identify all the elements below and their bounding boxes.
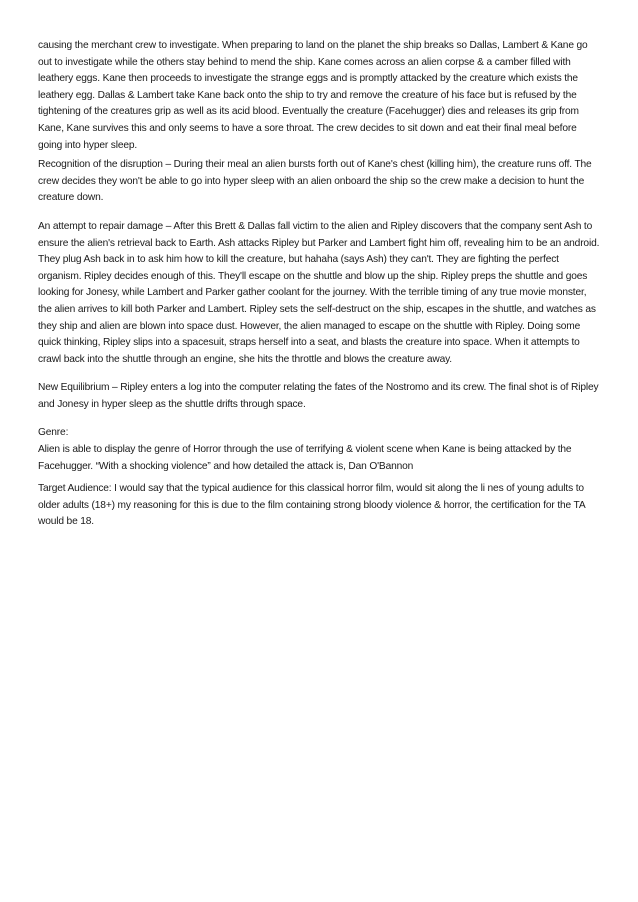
document-page <box>38 38 600 531</box>
paragraph-plot-setup: causing the merchant crew to investigate. When preparing to land on the planet the ship breaks so Dallas, Lambert & Kane go out to investigate while the others stay behind to mend the ship. Kane comes across an alien corpse & a camber filled with leathery eggs. Kane then proceeds to investigate the strange eggs and is promptly attacked by the creature which exists the leathery egg. Dallas & Lambert take Kane back onto the ship to try and remove the creature of his face but is refused by the tightening of the creatures grip as well as its acid blood. Eventually the creature (Facehugger) dies and releases its grip from Kane, Kane survives this and only seems to have a sore throat. The crew decides to sit down and eat their final meal before going into hyper sleep. <box>38 40 588 151</box>
paragraph-disruption: Recognition of the disruption – During their meal an alien bursts forth out of Kane's chest (killing him), the creature runs off. The crew decides they won't be able to go into hyper sleep with an alien onboard the ship so the crew make a decision to hunt the creature down. <box>38 159 592 204</box>
paragraph-new-equilibrium: New Equilibrium – Ripley enters a log into the computer relating the fates of the Nostromo and its crew. The final shot is of Ripley and Jonesy in hyper sleep as the shuttle drifts through space. <box>38 382 599 410</box>
paragraph-target-audience: Target Audience: I would say that the typical audience for this classical horror film, would sit along the li nes of young adults to older adults (18+) my reasoning for this is due to the film containing strong bloody violence & horror, the certification for the TA would be 18. <box>38 483 585 528</box>
genre-heading: Genre: <box>38 427 69 439</box>
paragraph-repair-attempt: An attempt to repair damage – After this Brett & Dallas fall victim to the alien and Ripley discovers that the company sent Ash to ensure the alien's retrieval back to Earth. Ash attacks Ripley but Parker and Lambert fight him off, revealing him to be an android. They plug Ash back in to ask him how to kill the creature, but hahaha (says Ash) they can't. They are fighting the perfect organism. Ripley decides enough of this. They'll escape on the shuttle and blow up the ship. Ripley preps the shuttle and goes looking for Jonesy, while Lambert and Parker gather coolant for the journey. With the terrible timing of any true movie monster, the alien arrives to kill both Parker and Lambert. Ripley sets the self-destruct on the ship, escapes in the shuttle, and watches as they ship and alien are blown into space dust. However, the alien managed to escape on the shuttle with Ripley. Doing some quick thinking, Ripley slips into a spacesuit, straps herself into a seat, and blasts the creature into space. When it attempts to crawl back into the shuttle through an engine, she hits the throttle and blows the creature away. <box>38 220 600 365</box>
paragraph-genre: Alien is able to display the genre of Horror through the use of terrifying & violent scene when Kane is being attacked by the Facehugger. “With a shocking violence” and how detailed the attack is, Dan O'Bannon <box>38 444 572 472</box>
